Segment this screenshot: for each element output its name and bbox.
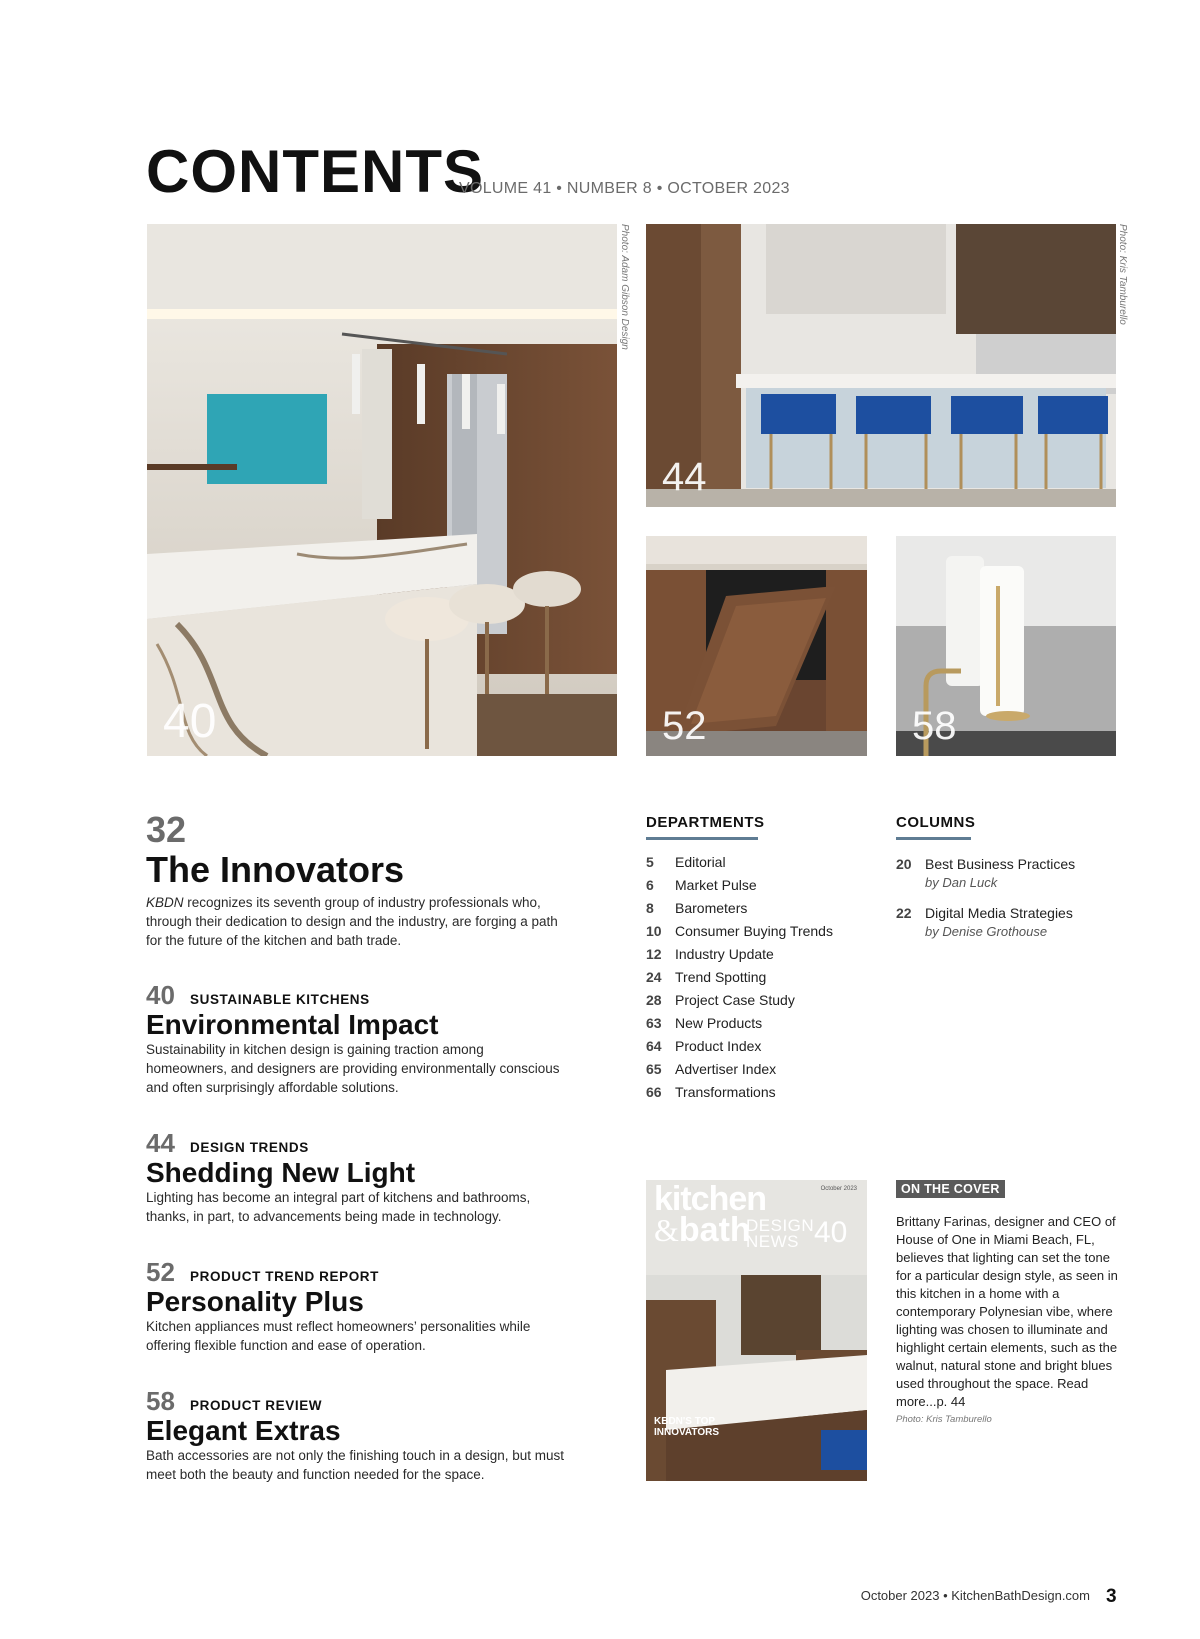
columns-heading: COLUMNS: [896, 814, 976, 831]
column-item[interactable]: [896, 855, 1075, 892]
department-item[interactable]: [646, 920, 833, 943]
department-page: 28: [646, 992, 662, 1008]
department-page: 10: [646, 923, 662, 939]
department-label: Advertiser Index: [675, 1061, 777, 1077]
department-item[interactable]: [646, 1058, 833, 1081]
photo-page-number: 40: [163, 695, 217, 748]
department-item[interactable]: [646, 851, 833, 874]
department-item[interactable]: [646, 943, 833, 966]
departments-list: [646, 851, 833, 1104]
column-page: 20: [896, 856, 912, 872]
feature-description: Lighting has become an integral part of kitchens and bathrooms, thanks, in part, to advancements being made in technology.: [146, 1190, 531, 1224]
department-label: Trend Spotting: [675, 969, 767, 985]
feature-description: Bath accessories are not only the finishing touch in a design, but must meet both the beauty and function needed for the space.: [146, 1448, 564, 1482]
on-the-cover-badge: ON THE COVER: [896, 1180, 1005, 1198]
department-page: 66: [646, 1084, 662, 1100]
kitchen-island-illustration: [147, 224, 617, 756]
department-page: 65: [646, 1061, 662, 1077]
photo-credit: Photo: Adam Gibson Design: [619, 224, 630, 350]
photo-kitchen-44[interactable]: [646, 224, 1116, 507]
feature-kicker: DESIGN TRENDS: [190, 1140, 309, 1155]
column-label: Digital Media Strategies: [925, 905, 1073, 921]
column-byline: by Dan Luck: [925, 875, 998, 890]
department-page: 5: [646, 854, 654, 870]
kitchen-blue-chairs-illustration: [646, 224, 1116, 507]
department-item[interactable]: [646, 1081, 833, 1104]
page-title: CONTENTS: [146, 138, 484, 205]
department-item[interactable]: [646, 1012, 833, 1035]
feature-description: Sustainability in kitchen design is gaining traction among homeowners, and designers are providing environmentally conscious and often surprisingly affordable solutions.: [146, 1042, 560, 1095]
photo-page-number: 58: [912, 704, 957, 748]
masthead-bath: bath: [678, 1210, 751, 1249]
department-page: 6: [646, 877, 654, 893]
feature-page-number: 52: [146, 1257, 175, 1287]
masthead-kitchen: kitchen: [654, 1180, 767, 1218]
feature-title-environmental-impact[interactable]: Environmental Impact: [146, 1009, 439, 1040]
page-number: 3: [1106, 1586, 1117, 1607]
feature-title-personality-plus[interactable]: Personality Plus: [146, 1286, 364, 1317]
feature-page-number: 32: [146, 809, 187, 850]
department-item[interactable]: [646, 874, 833, 897]
cover-anniversary: 40: [814, 1216, 848, 1249]
feature-description: [146, 893, 566, 950]
feature-description: Kitchen appliances must reflect homeowners’ personalities while offering flexible function and ease of operation.: [146, 1319, 531, 1353]
feature-kicker: PRODUCT REVIEW: [190, 1398, 323, 1413]
column-item[interactable]: [896, 904, 1075, 941]
department-page: 12: [646, 946, 662, 962]
feature-description-text: recognizes its seventh group of industry professionals who, through their dedication to design and the industry, are forging a path for the future of the kitchen and bath trade.: [146, 895, 558, 948]
department-item[interactable]: [646, 989, 833, 1012]
department-label: Industry Update: [675, 946, 774, 962]
department-page: 8: [646, 900, 654, 916]
photo-kitchen-40[interactable]: [147, 224, 617, 756]
photo-dishwasher-52[interactable]: [646, 536, 867, 756]
column-label: Best Business Practices: [925, 856, 1076, 872]
feature-page-number: 44: [146, 1128, 175, 1158]
column-page: 22: [896, 905, 912, 921]
department-label: New Products: [675, 1015, 763, 1031]
columns-list: [896, 855, 1075, 953]
columns-rule: [896, 837, 971, 840]
department-label: Market Pulse: [675, 877, 757, 893]
departments-rule: [646, 837, 758, 840]
department-label: Barometers: [675, 900, 748, 916]
department-page: 63: [646, 1015, 662, 1031]
feature-title-elegant-extras[interactable]: Elegant Extras: [146, 1415, 341, 1446]
photo-page-number: 44: [662, 455, 707, 499]
department-item[interactable]: [646, 897, 833, 920]
department-label: Editorial: [675, 854, 726, 870]
department-page: 24: [646, 969, 662, 985]
cover-description: Brittany Farinas, designer and CEO of House of One in Miami Beach, FL, believes that lighting can set the tone for a particular design style, as seen in this kitchen in a home with a contemporary Polynesian vibe, where lighting was chosen to illuminate and highlight certain elements, such as the walnut, natural stone and bright blues used throughout the space. Read more...p. 44: [896, 1214, 1118, 1409]
cover-line: KBDN'S TOP INNOVATORS: [654, 1416, 720, 1438]
department-item[interactable]: [646, 966, 833, 989]
department-label: Product Index: [675, 1038, 762, 1054]
department-label: Project Case Study: [675, 992, 795, 1008]
cover-thumbnail[interactable]: [646, 1180, 867, 1481]
column-byline: by Denise Grothouse: [925, 924, 1048, 939]
cover-date: October 2023: [820, 1186, 857, 1192]
feature-page-number: 40: [146, 980, 175, 1010]
photo-credit: Photo: Kris Tamburello: [1117, 224, 1128, 325]
feature-page-number: 58: [146, 1386, 175, 1416]
department-page: 64: [646, 1038, 662, 1054]
masthead-design: DESIGN: [746, 1216, 815, 1235]
photo-page-number: 52: [662, 704, 707, 748]
department-label: Transformations: [675, 1084, 776, 1100]
publication-abbrev: KBDN: [146, 895, 184, 910]
departments-heading: DEPARTMENTS: [646, 814, 765, 831]
footer-text: October 2023 • KitchenBathDesign.com: [860, 1588, 1090, 1603]
department-label: Consumer Buying Trends: [675, 923, 833, 939]
cover-photo-credit: Photo: Kris Tamburello: [896, 1414, 992, 1425]
feature-kicker: PRODUCT TREND REPORT: [190, 1269, 380, 1284]
department-item[interactable]: [646, 1035, 833, 1058]
masthead-ampersand: &: [654, 1211, 679, 1248]
feature-title-innovators[interactable]: The Innovators: [146, 849, 405, 890]
issue-info: VOLUME 41 • NUMBER 8 • OCTOBER 2023: [459, 180, 790, 197]
masthead-news: NEWS: [746, 1232, 799, 1251]
feature-title-shedding-new-light[interactable]: Shedding New Light: [146, 1157, 416, 1188]
photo-bath-accessory-58[interactable]: [896, 536, 1116, 756]
feature-kicker: SUSTAINABLE KITCHENS: [190, 992, 370, 1007]
